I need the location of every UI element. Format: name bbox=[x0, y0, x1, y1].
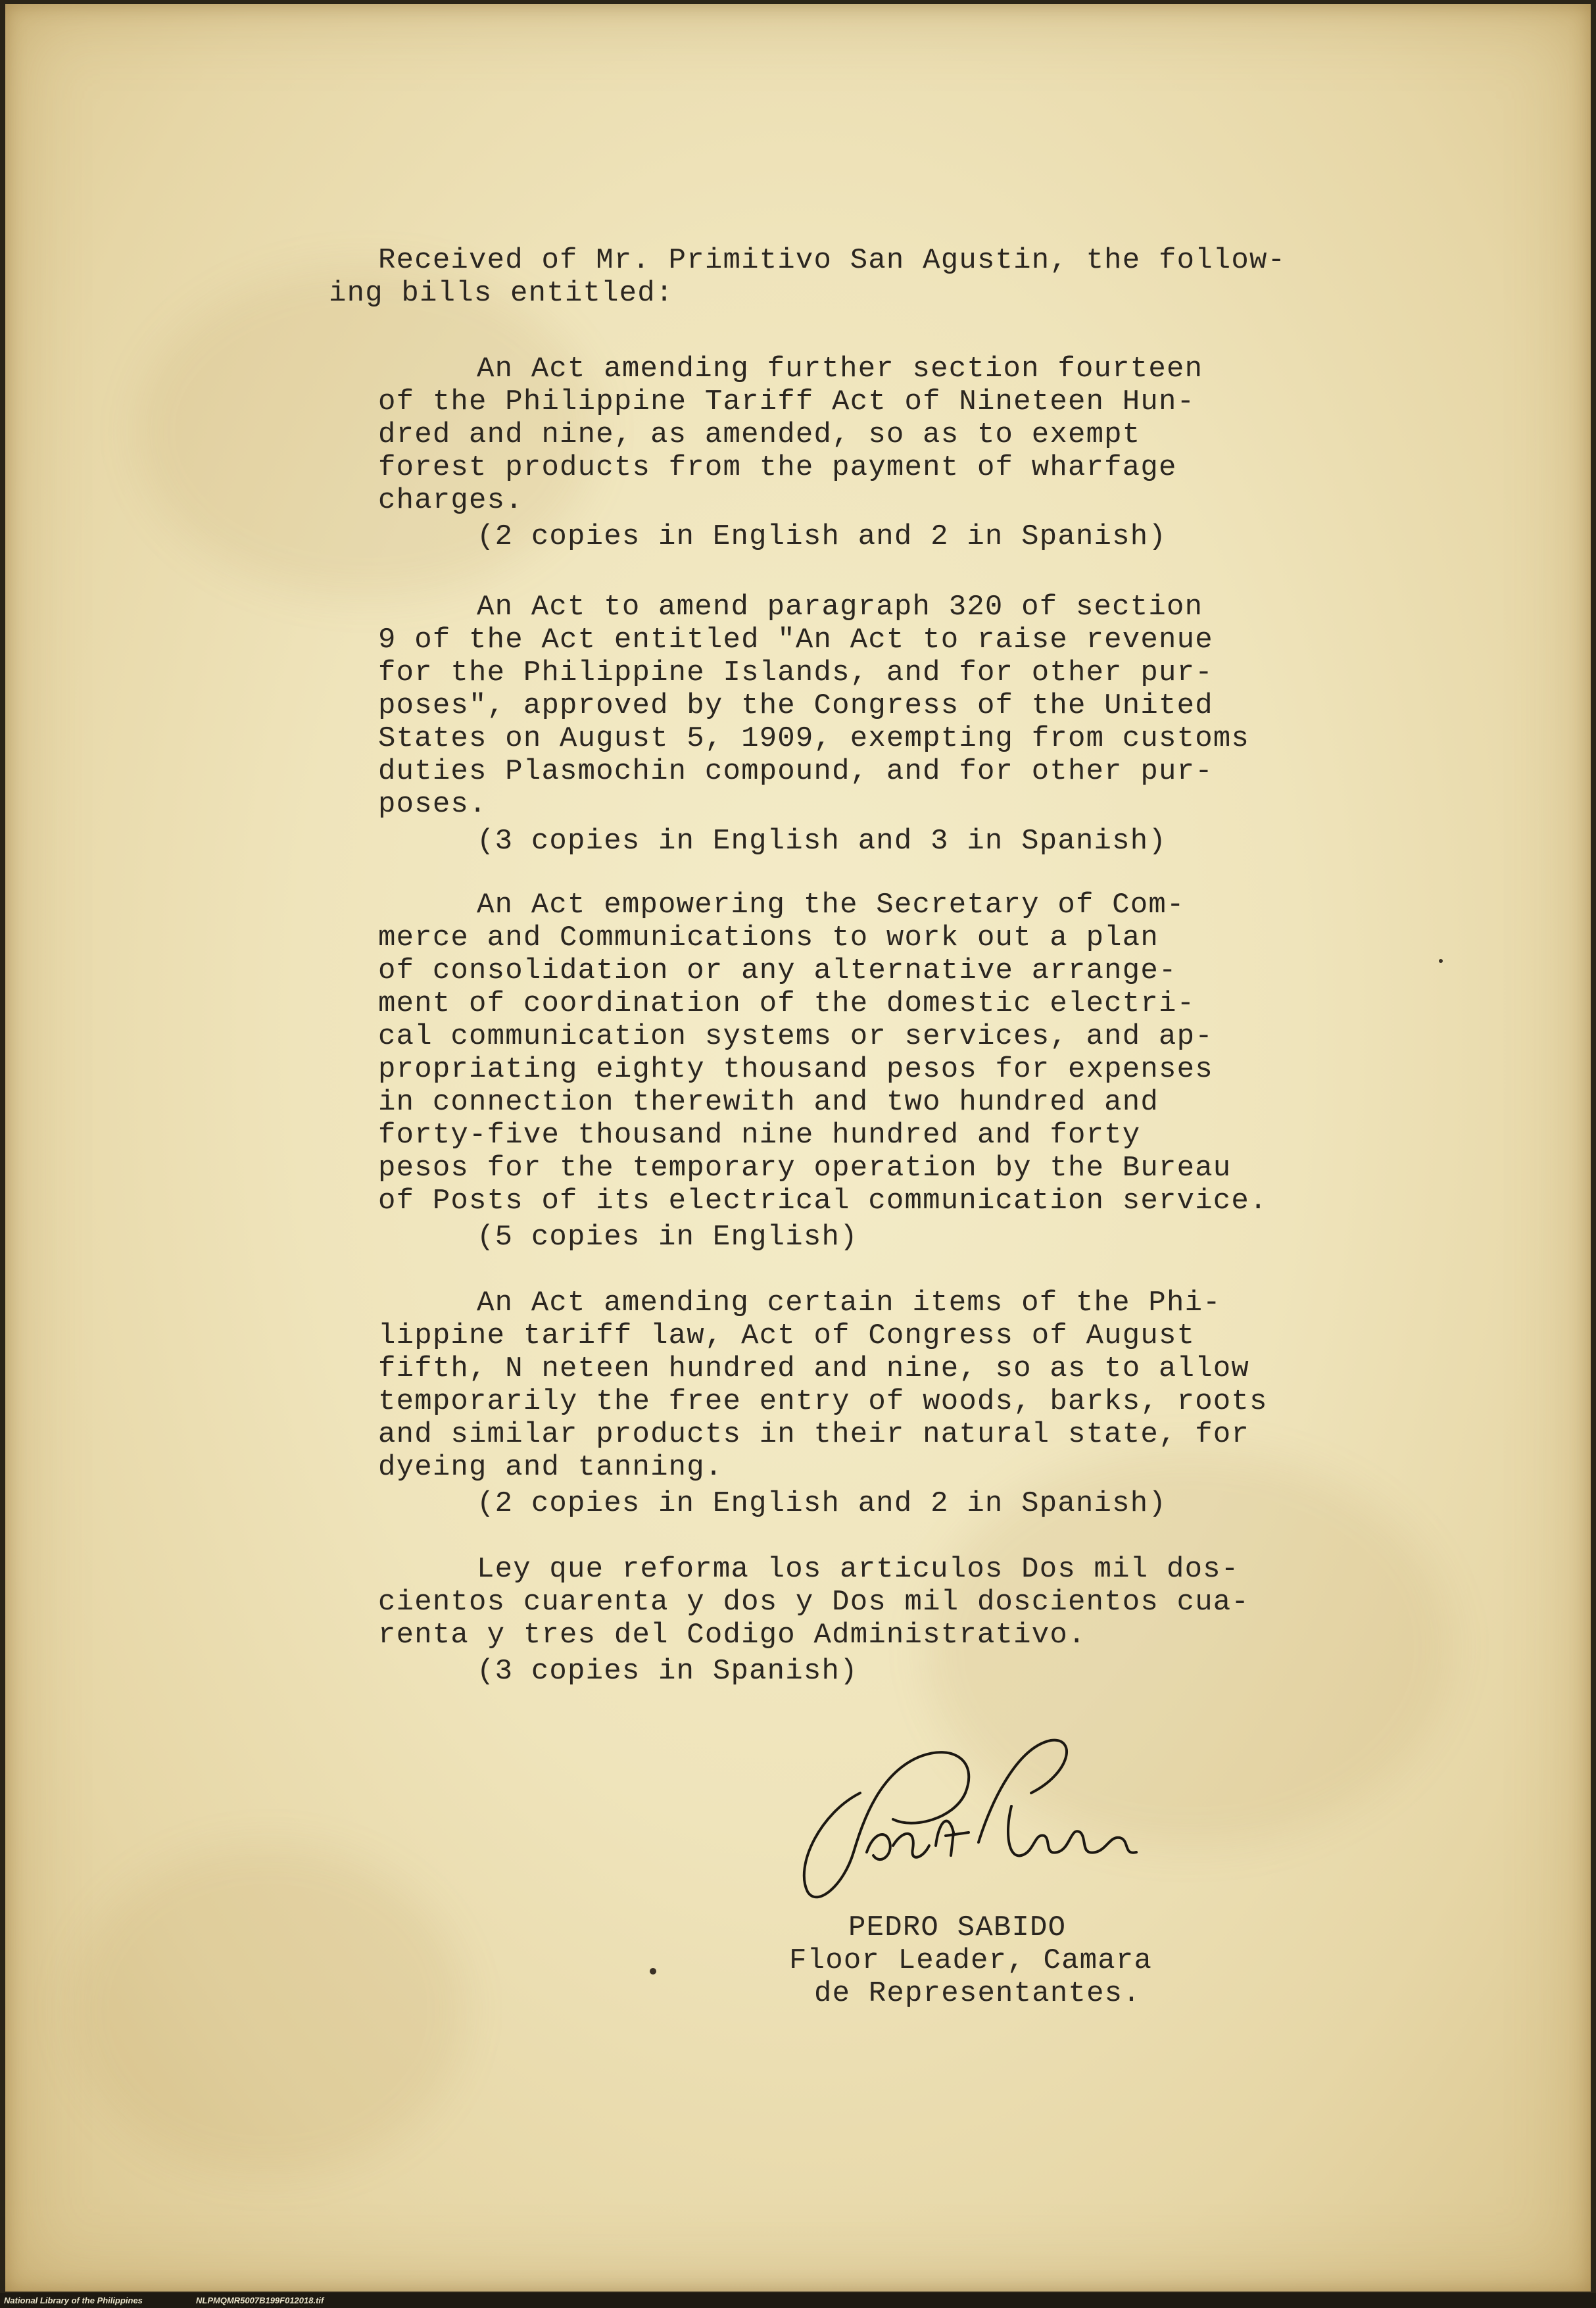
bill-3-line: cal communication systems or services, and ap- bbox=[378, 1020, 1213, 1053]
ink-speck bbox=[650, 1968, 656, 1975]
bill-3-line: An Act empowering the Secretary of Com- bbox=[477, 889, 1185, 921]
paper-stain bbox=[71, 1846, 466, 2174]
bill-4-copies: (2 copies in English and 2 in Spanish) bbox=[477, 1487, 1167, 1520]
bill-4-line: lippine tariff law, Act of Congress of August bbox=[378, 1319, 1196, 1352]
bill-3-line: ment of coordination of the domestic electri- bbox=[378, 987, 1196, 1020]
bill-2-line: duties Plasmochin compound, and for other pur- bbox=[378, 755, 1213, 788]
bill-3-line: of consolidation or any alternative arrange- bbox=[378, 954, 1177, 987]
bill-3-line: of Posts of its electrical communication service. bbox=[378, 1185, 1268, 1217]
bill-2-line: States on August 5, 1909, exempting from customs bbox=[378, 722, 1250, 755]
bill-3-line: pesos for the temporary operation by the Bureau bbox=[378, 1152, 1232, 1185]
bill-1-line: dred and nine, as amended, so as to exempt bbox=[378, 418, 1141, 451]
footer-file-id: NLPMQMR5007B199F012018.tif bbox=[196, 2296, 324, 2305]
archive-footer bbox=[0, 2293, 1596, 2308]
bill-1-line: charges. bbox=[378, 484, 523, 517]
handwritten-signature bbox=[781, 1721, 1176, 1918]
intro-line: Received of Mr. Primitivo San Agustin, the follow- bbox=[378, 244, 1286, 277]
signer-name: PEDRO SABIDO bbox=[848, 1911, 1067, 1944]
bill-4-line: fifth, N neteen hundred and nine, so as to allow bbox=[378, 1352, 1250, 1385]
bill-2-copies: (3 copies in English and 3 in Spanish) bbox=[477, 825, 1167, 858]
bill-5-copies: (3 copies in Spanish) bbox=[477, 1655, 858, 1688]
bill-2-line: for the Philippine Islands, and for other pur- bbox=[378, 656, 1213, 689]
bill-3-line: forty-five thousand nine hundred and forty bbox=[378, 1119, 1141, 1152]
bill-3-copies: (5 copies in English) bbox=[477, 1221, 858, 1254]
bill-3-line: propriating eighty thousand pesos for expenses bbox=[378, 1053, 1213, 1086]
bill-3-line: in connection therewith and two hundred and bbox=[378, 1086, 1159, 1119]
bill-4-line: temporarily the free entry of woods, barks, roots bbox=[378, 1385, 1268, 1418]
bill-2-line: poses. bbox=[378, 788, 487, 821]
bill-4-line: dyeing and tanning. bbox=[378, 1451, 723, 1484]
signer-title-line: Floor Leader, Camara bbox=[789, 1944, 1153, 1977]
bill-5-line: cientos cuarenta y dos y Dos mil doscientos cua- bbox=[378, 1586, 1250, 1619]
bill-1-line: of the Philippine Tariff Act of Nineteen Hun- bbox=[378, 385, 1196, 418]
signer-title-line: de Representantes. bbox=[814, 1977, 1141, 2010]
bill-2-line: poses", approved by the Congress of the United bbox=[378, 689, 1213, 722]
document-page bbox=[5, 4, 1591, 2292]
ink-speck bbox=[1439, 959, 1443, 963]
bill-5-line: renta y tres del Codigo Administrativo. bbox=[378, 1619, 1086, 1652]
bill-1-copies: (2 copies in English and 2 in Spanish) bbox=[477, 520, 1167, 553]
bill-2-line: An Act to amend paragraph 320 of section bbox=[477, 591, 1203, 624]
bill-1-line: An Act amending further section fourteen bbox=[477, 353, 1203, 385]
bill-1-line: forest products from the payment of wharfage bbox=[378, 451, 1177, 484]
bill-3-line: merce and Communications to work out a plan bbox=[378, 921, 1159, 954]
bill-4-line: An Act amending certain items of the Phi- bbox=[477, 1287, 1221, 1319]
bill-5-line: Ley que reforma los articulos Dos mil dos- bbox=[477, 1553, 1240, 1586]
bill-2-line: 9 of the Act entitled "An Act to raise revenue bbox=[378, 624, 1213, 656]
footer-library: National Library of the Philippines bbox=[4, 2296, 143, 2305]
bill-4-line: and similar products in their natural state, for bbox=[378, 1418, 1250, 1451]
intro-line: ing bills entitled: bbox=[329, 277, 674, 310]
